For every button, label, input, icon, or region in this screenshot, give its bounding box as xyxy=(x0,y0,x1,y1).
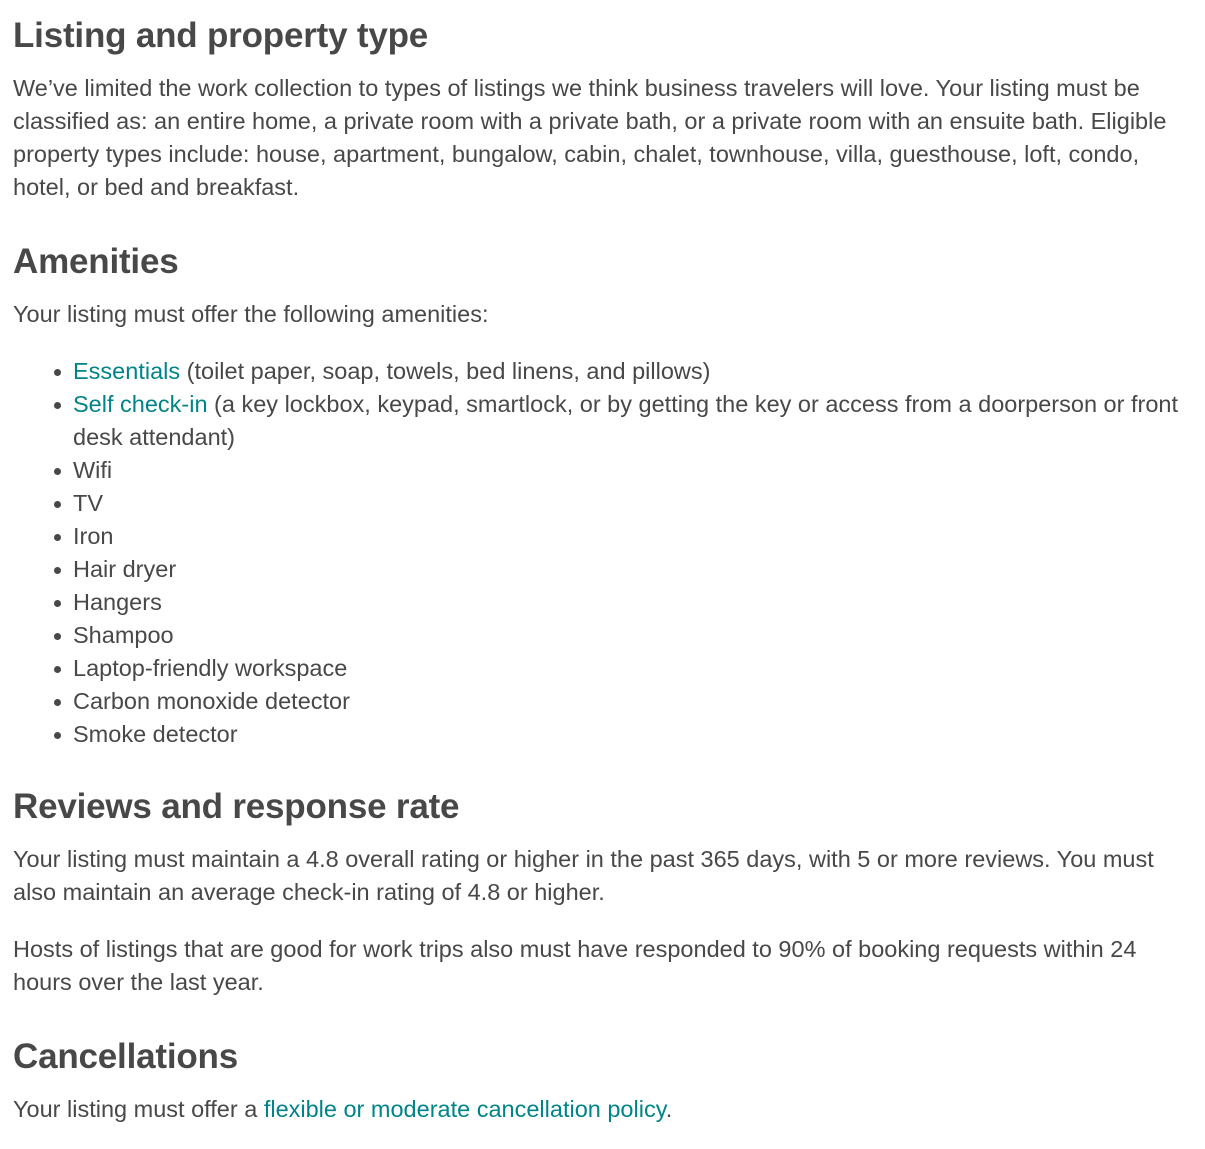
heading-reviews-response-rate: Reviews and response rate xyxy=(13,787,460,826)
heading-amenities: Amenities xyxy=(13,242,179,281)
amenity-item-text: (a key lockbox, keypad, smartlock, or by getting the key or access from a doorperson or front desk attendant) xyxy=(73,391,1178,450)
section-listing-property-type xyxy=(13,14,1183,204)
heading-listing-property-type: Listing and property type xyxy=(13,16,429,55)
amenity-item-smoke-detector: Smoke detector xyxy=(73,718,1183,751)
amenity-item-laptop-workspace: Laptop-friendly workspace xyxy=(73,652,1183,685)
amenity-item-hair-dryer: Hair dryer xyxy=(73,553,1183,586)
listing-property-type-paragraph: We’ve limited the work collection to types of listings we think business travelers will love. Your listing must be classified as: an entire home, a private room with a private bath, or a private room with an ensuite bath. Eligible property types include: house, apartment, bungalow, cabin, chalet, townhouse, villa, guesthouse, loft, condo, hotel, or bed and breakfast. xyxy=(13,75,1167,200)
section-cancellations xyxy=(13,1035,1183,1126)
amenities-list xyxy=(13,355,1183,751)
amenity-item-text: (toilet paper, soap, towels, bed linens, and pillows) xyxy=(180,358,711,384)
reviews-paragraph: Your listing must maintain a 4.8 overall rating or higher in the past 365 days, with 5 or more reviews. You must also maintain an average check-in rating of 4.8 or higher. xyxy=(13,846,1154,905)
amenity-item-hangers: Hangers xyxy=(73,586,1183,619)
cancellations-prefix: Your listing must offer a xyxy=(13,1096,264,1122)
cancellations-suffix: . xyxy=(665,1096,673,1122)
cancellations-paragraph xyxy=(13,1093,1183,1126)
cancellation-policy-link[interactable]: flexible or moderate cancellation policy xyxy=(263,1096,666,1122)
section-amenities xyxy=(13,240,1183,751)
amenity-item-shampoo: Shampoo xyxy=(73,619,1183,652)
amenities-intro: Your listing must offer the following amenities: xyxy=(13,301,489,327)
amenity-item-tv: TV xyxy=(73,487,1183,520)
amenity-item-wifi: Wifi xyxy=(73,454,1183,487)
amenity-item-self-check-in xyxy=(73,388,1183,454)
heading-cancellations: Cancellations xyxy=(13,1037,238,1076)
amenity-item-iron: Iron xyxy=(73,520,1183,553)
amenity-item-essentials xyxy=(73,355,1183,388)
essentials-link[interactable]: Essentials xyxy=(73,358,181,384)
section-reviews-response-rate xyxy=(13,785,1183,999)
self-check-in-link[interactable]: Self check-in xyxy=(73,391,208,417)
amenity-item-carbon-monoxide-detector: Carbon monoxide detector xyxy=(73,685,1183,718)
response-rate-paragraph: Hosts of listings that are good for work trips also must have responded to 90% of booking requests within 24 hours over the last year. xyxy=(13,936,1137,995)
